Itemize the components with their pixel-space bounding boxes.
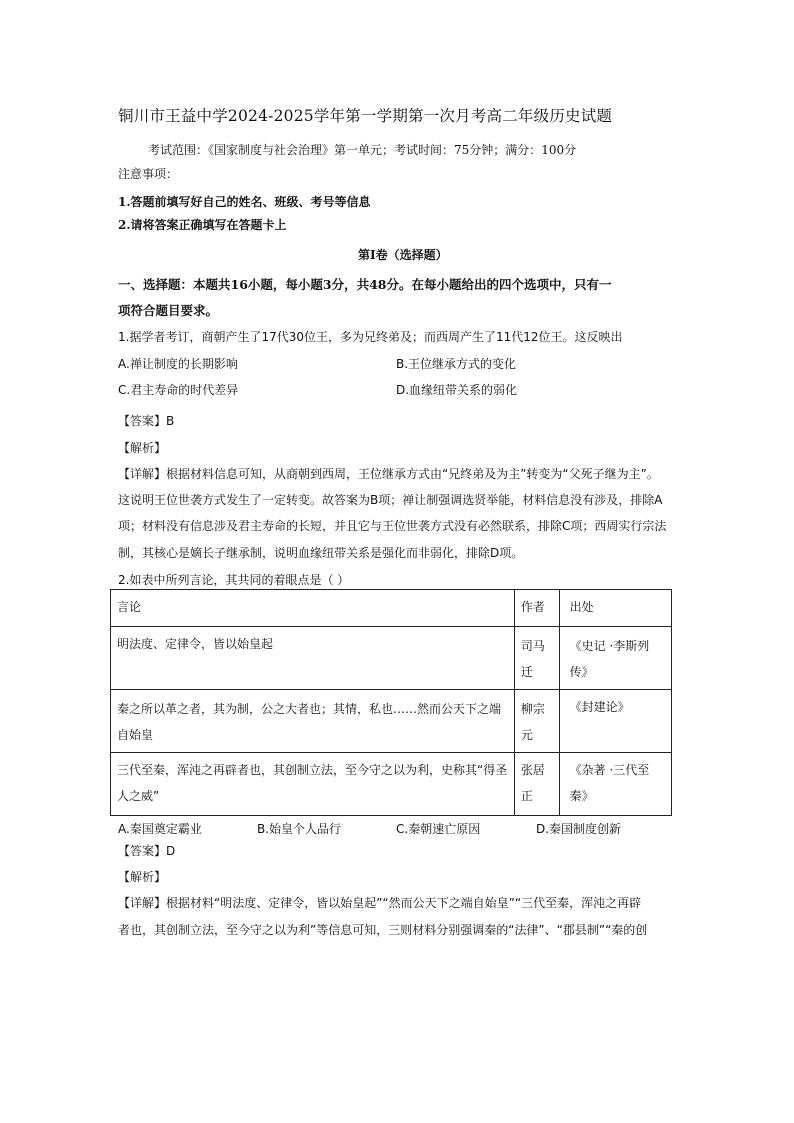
q2-detail-line: 者也，其创制立法，至今守之以为利”等信息可知，三则材料分别强调秦的“法律”、“郡县制”“秦的创	[118, 923, 648, 937]
exam-info: 考试范围：《国家制度与社会治理》第一单元；考试时间：75分钟；满分：100分	[148, 143, 577, 157]
question-1-stem: 1.据学者考订，商朝产生了17代30位王，多为兄终弟及；而西周产生了11代12位王。这反映出	[118, 330, 623, 344]
table-cell-speech: 三代至秦，浑沌之再辟者也，其创制立法，至今守之以为利，史称其“得圣人之威”	[111, 753, 515, 816]
notice-item: 2.请将答案正确填写在答题卡上	[118, 218, 287, 232]
table-cell-author: 柳宗元	[514, 690, 559, 753]
table-row	[111, 690, 672, 753]
exam-title: 铜川市王益中学2024-2025学年第一学期第一次月考高二年级历史试题	[118, 107, 613, 125]
table-cell-source: 《史记 ·李斯列传》	[559, 627, 671, 690]
table-header: 言论	[111, 590, 515, 627]
table-cell-speech: 明法度、定律令，皆以始皇起	[111, 627, 515, 690]
q2-option-a: A.秦国奠定霸业	[118, 822, 202, 836]
q2-option-b: B.始皇个人品行	[257, 822, 342, 836]
q2-option-d: D.秦国制度创新	[536, 822, 622, 836]
q1-detail-line: 项；材料没有信息涉及君主寿命的长短，并且它与王位世袭方式没有必然联系，排除C项；西周实行宗法	[118, 519, 667, 533]
q2-option-c: C.秦朝速亡原因	[396, 822, 481, 836]
q1-option-d: D.血缘纽带关系的弱化	[396, 383, 518, 397]
section-instruction: 项符合题目要求。	[118, 303, 219, 318]
q1-detail-line: 【详解】根据材料信息可知，从商朝到西周，王位继承方式由“兄终弟及为主”转变为“父死子继为主”。	[118, 467, 659, 481]
section-title: 第Ⅰ卷（选择题）	[358, 248, 448, 262]
q1-option-a: A.禅让制度的长期影响	[118, 357, 238, 371]
table-cell-author: 司马迁	[514, 627, 559, 690]
quotes-table	[110, 589, 672, 816]
table-cell-source: 《杂著 ·三代至秦》	[559, 753, 671, 816]
table-header: 出处	[559, 590, 671, 627]
table-header-row	[111, 590, 672, 627]
notice-label: 注意事项：	[118, 167, 179, 181]
q2-analysis-label: 【解析】	[118, 870, 167, 884]
q1-option-b: B.王位继承方式的变化	[396, 357, 517, 371]
q1-analysis-label: 【解析】	[118, 441, 167, 455]
q2-detail-line: 【详解】根据材料“明法度、定律令，皆以始皇起”“然而公天下之端自始皇”“三代至秦，浑沌之再辟	[118, 896, 642, 910]
question-2-stem: 2.如表中所列言论，其共同的着眼点是（ ）	[118, 573, 350, 587]
table-cell-author: 张居正	[514, 753, 559, 816]
table-row	[111, 753, 672, 816]
q1-detail-line: 这说明王位世袭方式发生了一定转变。故答案为B项；禅让制强调选贤举能，材料信息没有涉及，排除A	[118, 493, 663, 507]
q1-answer: 【答案】B	[118, 414, 175, 428]
table-cell-source: 《封建论》	[559, 690, 671, 753]
table-header: 作者	[514, 590, 559, 627]
table-cell-speech: 秦之所以革之者，其为制，公之大者也；其情，私也……然而公天下之端自始皇	[111, 690, 515, 753]
q2-answer: 【答案】D	[118, 844, 176, 858]
q1-option-c: C.君主寿命的时代差异	[118, 383, 239, 397]
table-row	[111, 627, 672, 690]
section-instruction: 一、选择题：本题共16小题，每小题3分，共48分。在每小题给出的四个选项中，只有一	[118, 277, 612, 292]
q1-detail-line: 制，其核心是嫡长子继承制，说明血缘纽带关系是强化而非弱化，排除D项。	[118, 546, 524, 560]
notice-item: 1.答题前填写好自己的姓名、班级、考号等信息	[118, 195, 371, 209]
